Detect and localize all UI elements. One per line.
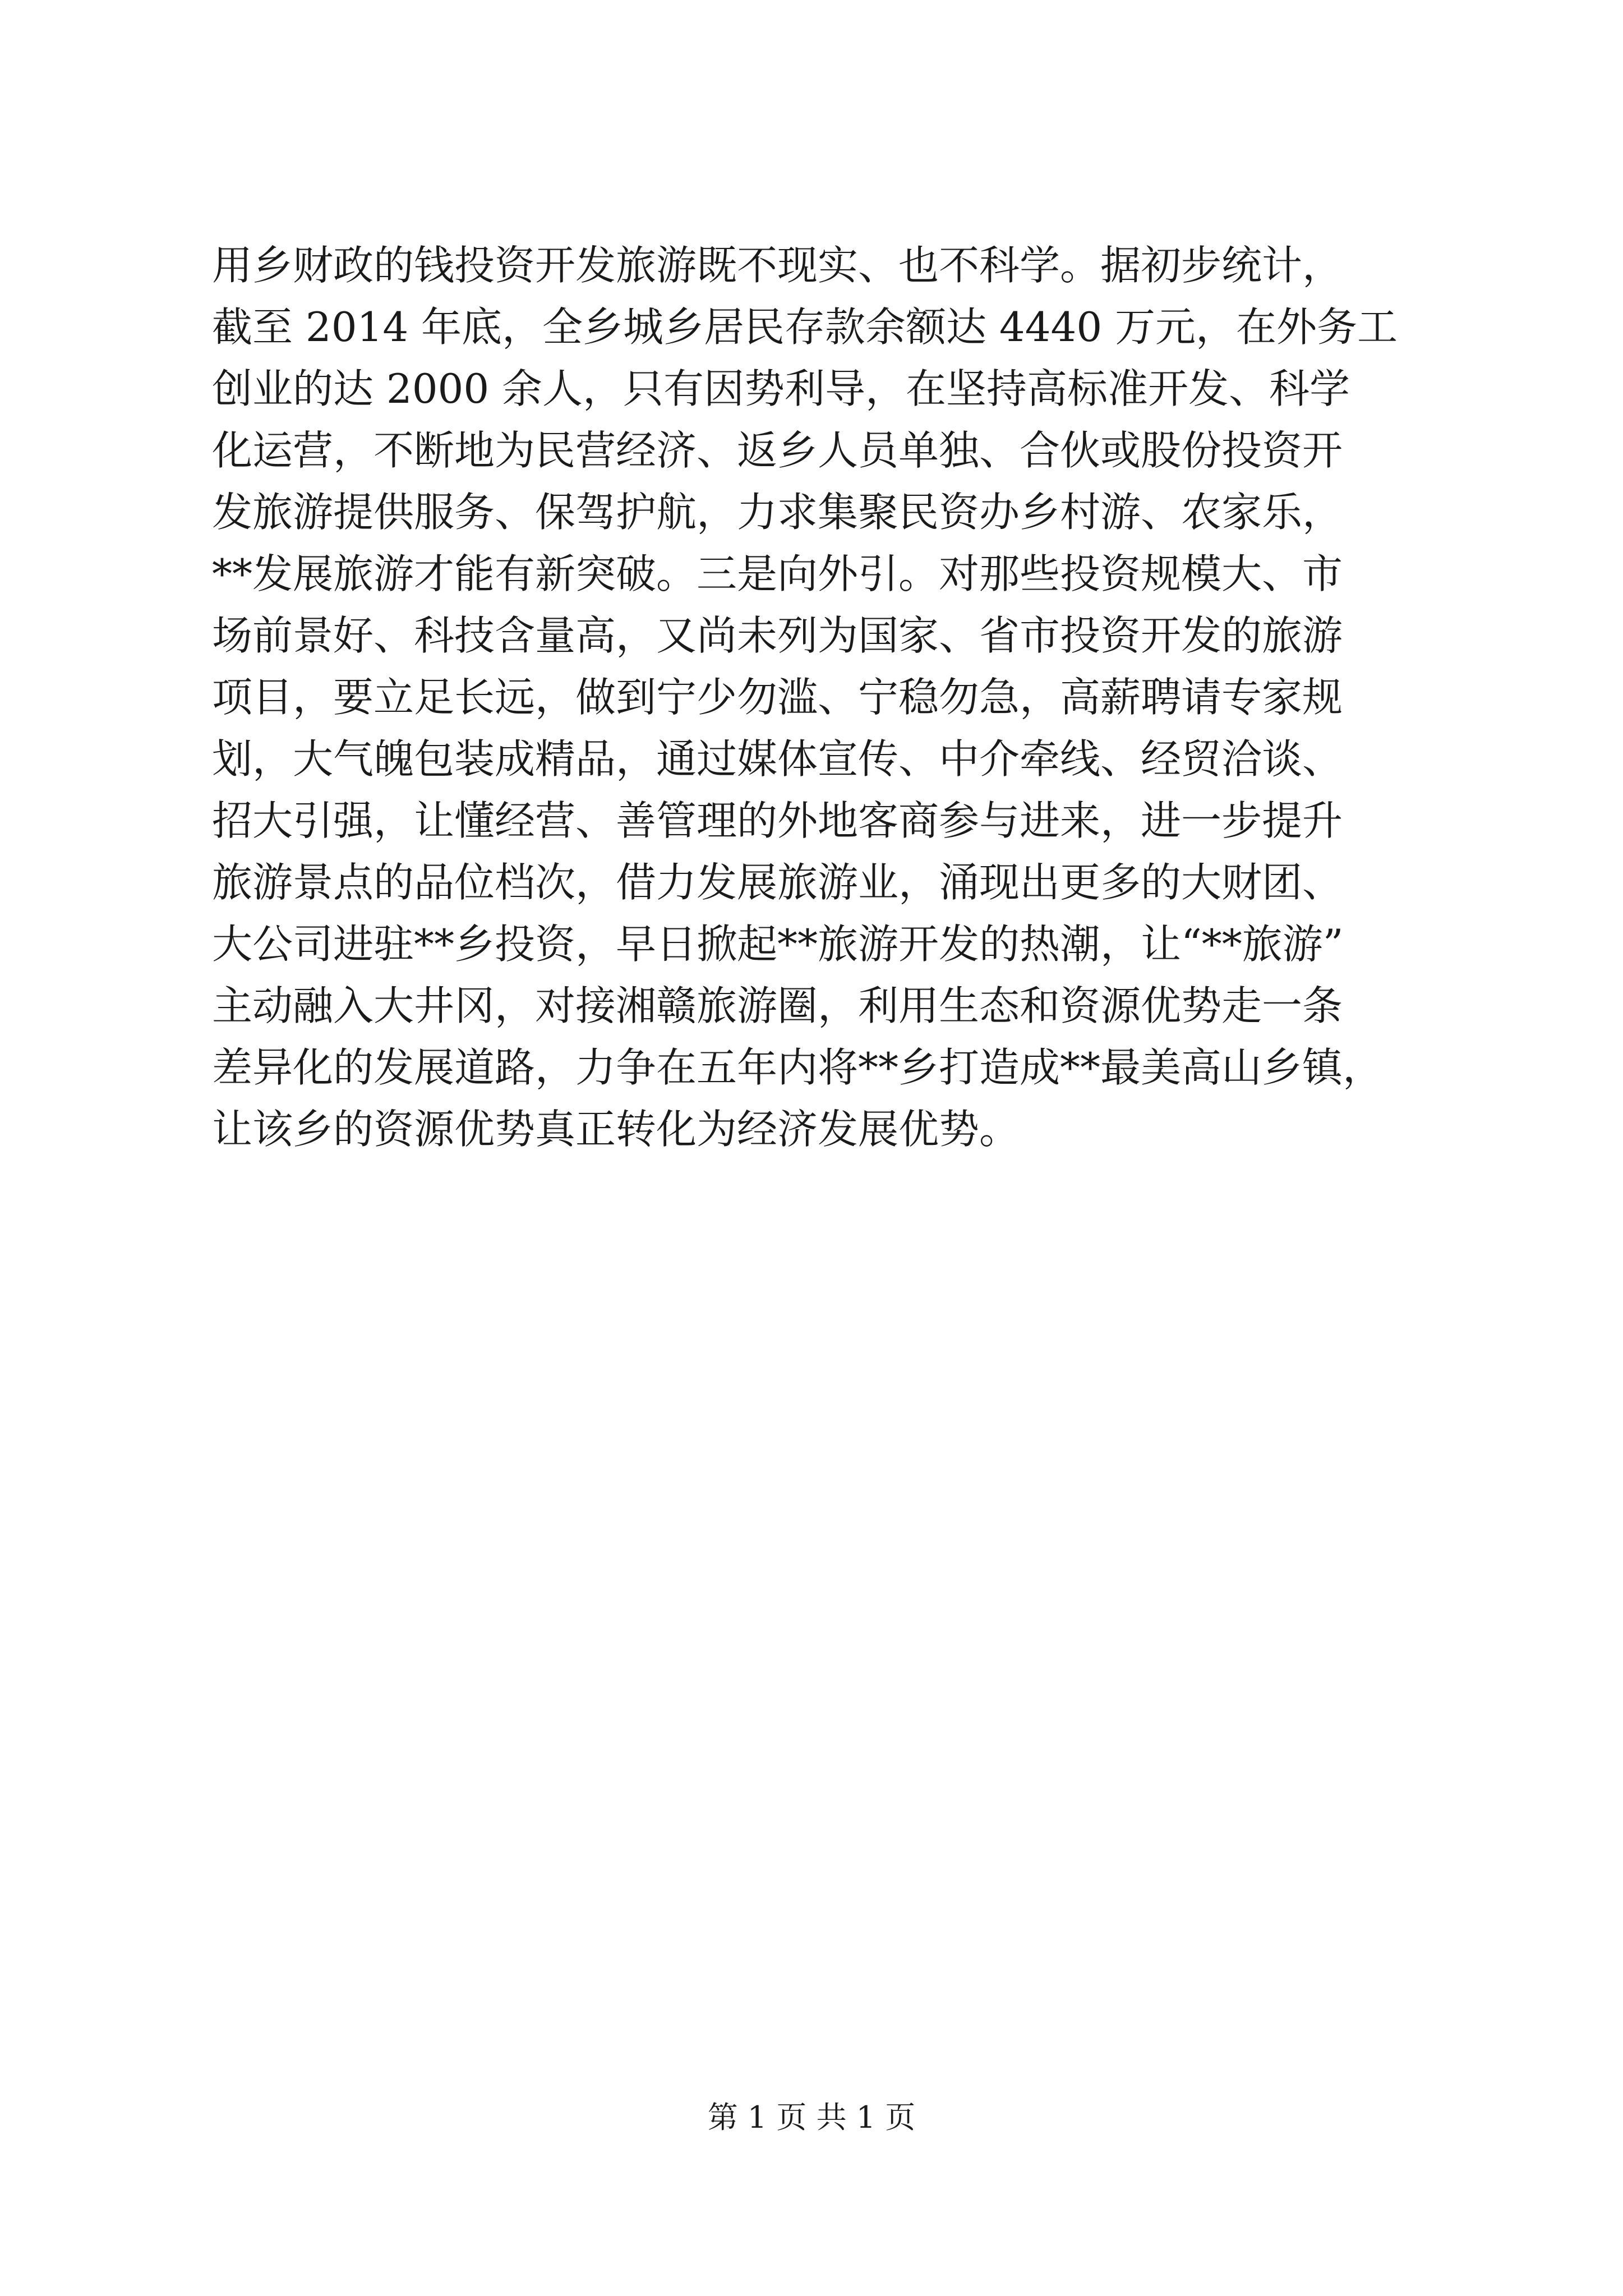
text-line: **发展旅游才能有新突破。三是向外引。对那些投资规模大、市	[212, 550, 1343, 597]
text-line: 招大引强，让懂经营、善管理的外地客商参与进来，进一步提升	[212, 797, 1343, 844]
text-line: 主动融入大井冈，对接湘赣旅游圈，利用生态和资源优势走一条	[212, 982, 1343, 1029]
text-line: 项目，要立足长远，做到宁少勿滥、宁稳勿急，高薪聘请专家规	[212, 674, 1343, 721]
body-text	[212, 234, 1418, 1160]
text-line: 场前景好、科技含量高，又尚未列为国家、省市投资开发的旅游	[212, 612, 1343, 659]
text-line: 发旅游提供服务、保驾护航，力求集聚民资办乡村游、农家乐，	[212, 489, 1343, 536]
text-line: 旅游景点的品位档次，借力发展旅游业，涌现出更多的大财团、	[212, 859, 1343, 906]
text-line: 让该乡的资源优势真正转化为经济发展优势。	[212, 1106, 1020, 1153]
text-line: 划，大气魄包装成精品，通过媒体宣传、中介牵线、经贸洽谈、	[212, 735, 1343, 783]
text-line: 截至 2014 年底，全乡城乡居民存款余额达 4440 万元，在外务工	[212, 303, 1398, 351]
text-line: 差异化的发展道路，力争在五年内将**乡打造成**最美高山乡镇，	[212, 1044, 1384, 1091]
text-line: 用乡财政的钱投资开发旅游既不现实、也不科学。据初步统计，	[212, 242, 1343, 289]
page-footer: 第 1 页 共 1 页	[707, 2100, 916, 2135]
text-line: 大公司进驻**乡投资，早日掀起**旅游开发的热潮，让“**旅游”	[212, 921, 1344, 968]
text-line: 化运营，不断地为民营经济、返乡人员单独、合伙或股份投资开	[212, 427, 1343, 474]
text-line: 创业的达 2000 余人，只有因势利导，在坚持高标准开发、科学	[212, 365, 1350, 412]
